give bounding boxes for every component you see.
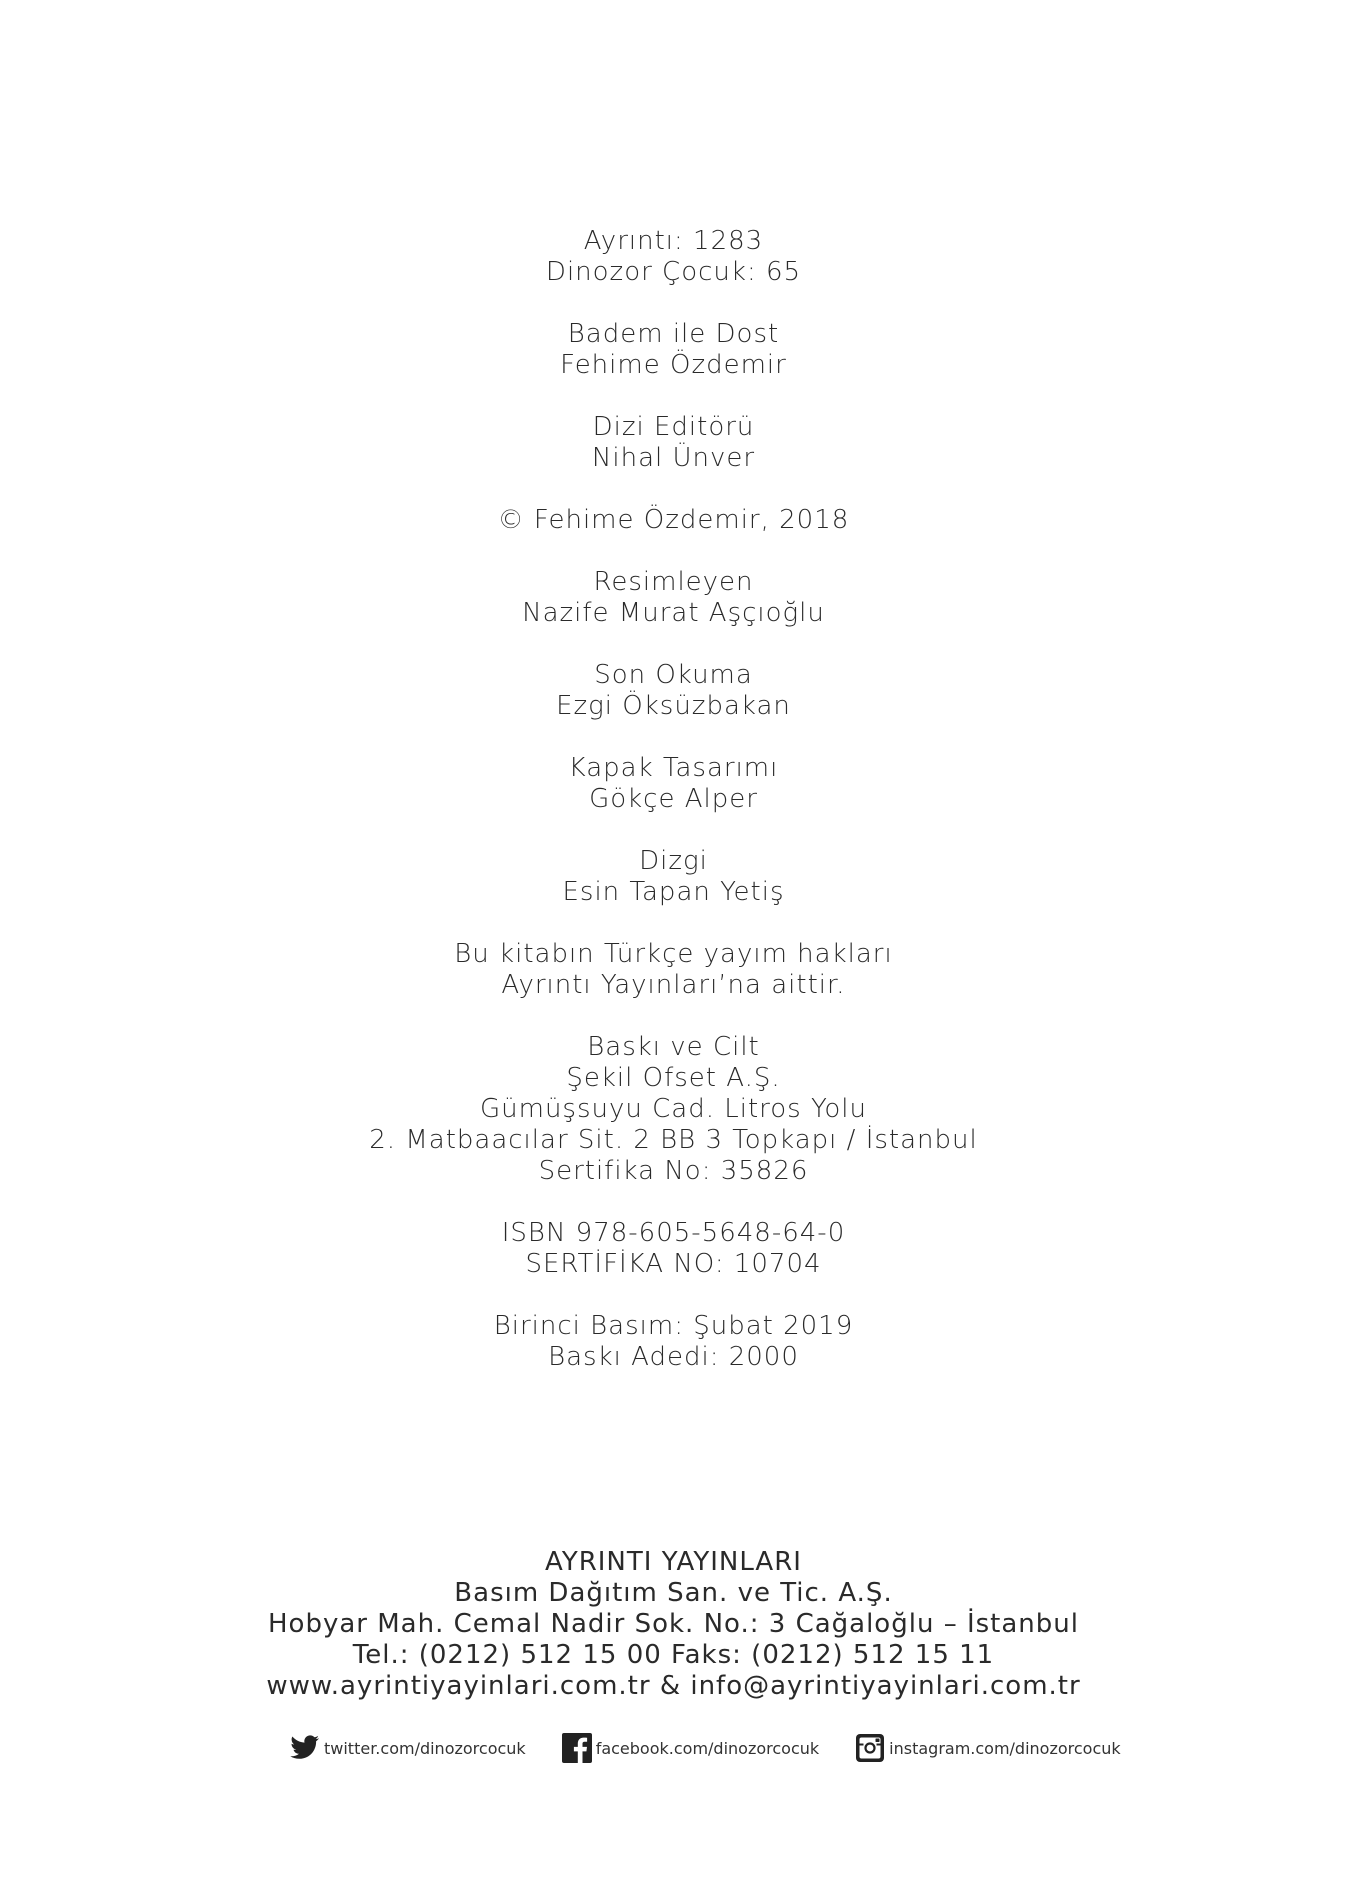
print-run: Baskı Adedi: 2000 xyxy=(548,1342,799,1372)
instagram-icon xyxy=(855,1733,885,1763)
sub-series-number: Dinozor Çocuk: 65 xyxy=(545,257,802,287)
printing-label: Baskı ve Cilt xyxy=(587,1032,760,1062)
printer-address-2: 2. Matbaacılar Sit. 2 BB 3 Topkapı / İstanbul xyxy=(369,1125,978,1155)
title-author xyxy=(0,319,1347,381)
printer-address-1: Gümüşsuyu Cad. Litros Yolu xyxy=(479,1094,868,1124)
colophon xyxy=(0,226,1347,1404)
twitter-label: twitter.com/dinozorcocuk xyxy=(324,1738,526,1758)
publisher-company: Basım Dağıtım San. ve Tic. A.Ş. xyxy=(454,1578,893,1608)
publisher-certificate: SERTİFİKA NO: 10704 xyxy=(525,1249,822,1279)
facebook-label: facebook.com/dinozorcocuk xyxy=(595,1738,820,1758)
proofreader-name: Ezgi Öksüzbakan xyxy=(556,691,791,721)
proofreading-label: Son Okuma xyxy=(594,660,753,690)
facebook-icon xyxy=(562,1733,592,1763)
twitter-icon xyxy=(290,1735,320,1761)
typesetting-label: Dizgi xyxy=(639,846,708,876)
copyright-line: © Fehime Özdemir, 2018 xyxy=(497,505,850,535)
rights-notice xyxy=(0,939,1347,1001)
printing-binding xyxy=(0,1032,1347,1187)
publisher-web: www.ayrintiyayinlari.com.tr & info@ayrintiyayinlari.com.tr xyxy=(266,1671,1081,1701)
publisher-phone: Tel.: (0212) 512 15 00 Faks: (0212) 512 15 11 xyxy=(352,1640,995,1670)
first-edition: Birinci Basım: Şubat 2019 xyxy=(493,1311,854,1341)
series-info xyxy=(0,226,1347,288)
instagram-label: instagram.com/dinozorcocuk xyxy=(889,1738,1121,1758)
rights-line-2: Ayrıntı Yayınları’na aittir. xyxy=(501,970,846,1000)
cover-design-label: Kapak Tasarımı xyxy=(568,753,779,783)
publisher-address: Hobyar Mah. Cemal Nadir Sok. No.: 3 Cağaloğlu – İstanbul xyxy=(268,1609,1079,1639)
publisher-info xyxy=(0,1547,1347,1702)
typesetter-name: Esin Tapan Yetiş xyxy=(562,877,785,907)
proofreading xyxy=(0,660,1347,722)
rights-line-1: Bu kitabın Türkçe yayım hakları xyxy=(454,939,893,969)
illustrator xyxy=(0,567,1347,629)
social-facebook[interactable] xyxy=(562,1733,819,1763)
illustrator-name: Nazife Murat Aşçıoğlu xyxy=(522,598,825,628)
publisher-name: AYRINTI YAYINLARI xyxy=(545,1547,802,1577)
cover-design xyxy=(0,753,1347,815)
copyright xyxy=(0,505,1347,536)
isbn-info xyxy=(0,1218,1347,1280)
series-number: Ayrıntı: 1283 xyxy=(583,226,764,256)
series-editor-name: Nihal Ünver xyxy=(591,443,756,473)
isbn: ISBN 978-605-5648-64-0 xyxy=(501,1218,846,1248)
social-instagram[interactable] xyxy=(855,1733,1121,1763)
series-editor-label: Dizi Editörü xyxy=(592,412,755,442)
series-editor xyxy=(0,412,1347,474)
printer-certificate: Sertifika No: 35826 xyxy=(538,1156,809,1186)
edition-info xyxy=(0,1311,1347,1373)
printer-name: Şekil Ofset A.Ş. xyxy=(566,1063,781,1093)
book-title: Badem ile Dost xyxy=(567,319,780,349)
illustrator-label: Resimleyen xyxy=(593,567,754,597)
social-links xyxy=(290,1728,1121,1768)
social-twitter[interactable] xyxy=(290,1735,526,1761)
cover-designer-name: Gökçe Alper xyxy=(589,784,758,814)
typesetting xyxy=(0,846,1347,908)
book-author: Fehime Özdemir xyxy=(560,350,787,380)
